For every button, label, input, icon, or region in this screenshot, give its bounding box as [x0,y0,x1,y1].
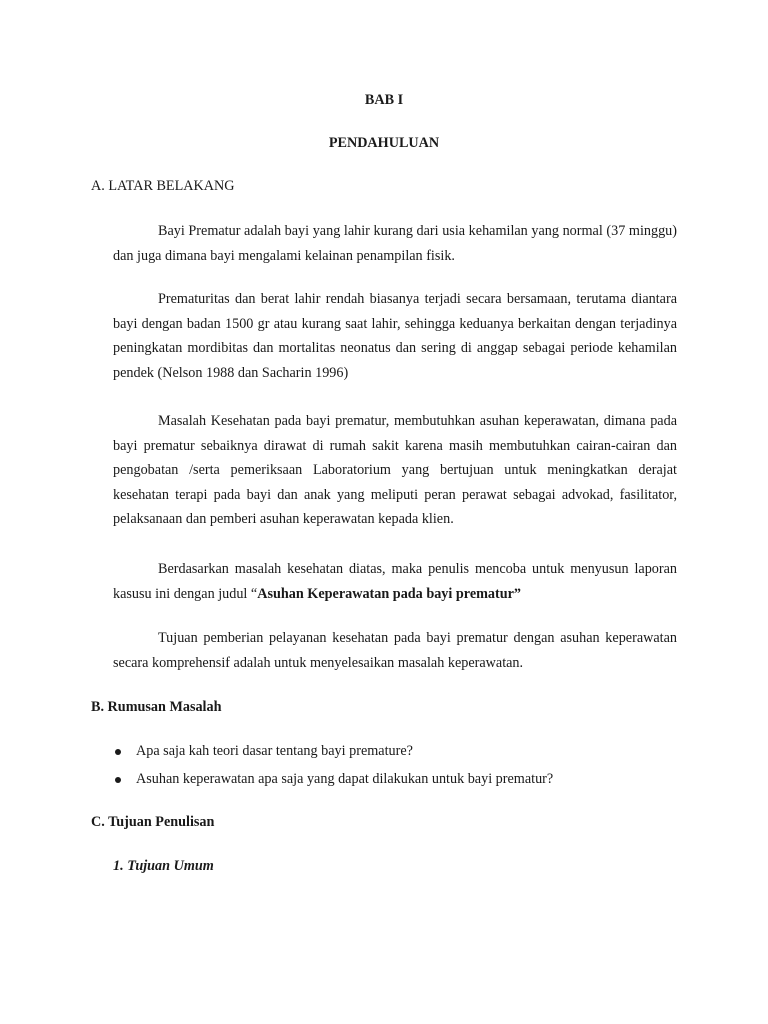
chapter-number: BAB I [364,92,404,108]
paragraph [113,409,677,532]
section-b-heading: B. Rumusan Masalah [91,699,222,715]
list-item [113,771,677,799]
paragraph-text: Bayi Prematur adalah bayi yang lahir kurang dari usia kehamilan yang normal (37 minggu) dan juga dimana bayi mengalami kelainan penampilan fisik. [113,223,677,264]
paragraph [113,557,677,606]
list-item-text: Apa saja kah teori dasar tentang bayi premature? [136,743,413,759]
paragraph-text: Prematuritas dan berat lahir rendah biasanya terjadi secara bersamaan, terutama diantara bayi dengan badan 1500 gr atau kurang saat lahir, sehingga keduanya berkaitan dengan terjadinya peningkatan mordibitas dan mortalitas neonatus dan sering di anggap sebagai periode kehamilan pendek (Nelson 1988 dan Sacharin 1996) [113,291,677,381]
paragraph [113,219,677,268]
section-c-heading: C. Tujuan Penulisan [91,814,215,830]
chapter-title: PENDAHULUAN [328,135,440,151]
report-title: Asuhan Keperawatan pada bayi prematur” [257,585,522,602]
list-item-text: Asuhan keperawatan apa saja yang dapat dilakukan untuk bayi prematur? [136,771,554,787]
section-c-subheading: 1. Tujuan Umum [113,858,214,874]
paragraph-text: Berdasarkan masalah kesehatan diatas, maka penulis mencoba untuk menyusun laporan kasusu ini dengan judul “ [113,561,677,602]
paragraph-text: Tujuan pemberian pelayanan kesehatan pada bayi prematur dengan asuhan keperawatan secara komprehensif adalah untuk menyelesaikan masalah keperawatan. [113,630,677,671]
bullet-icon [115,777,121,783]
paragraph [113,626,677,675]
list-item [113,743,677,771]
problem-list [113,743,677,799]
paragraph [113,287,677,385]
section-a-heading: A. LATAR BELAKANG [91,178,235,194]
paragraph-text: Masalah Kesehatan pada bayi prematur, membutuhkan asuhan keperawatan, dimana pada bayi prematur sebaiknya dirawat di rumah sakit karena masih membutuhkan cairan-cairan dan pengobatan /serta pemeriksaan Laboratorium yang bertujuan untuk meningkatkan derajat kesehatan terapi pada bayi dan anak yang meliputi peran perawat sebagai advokad, fasilitator, pelaksanaan dan pemberi asuhan keperawatan kepada klien. [113,413,677,527]
bullet-icon [115,749,121,755]
